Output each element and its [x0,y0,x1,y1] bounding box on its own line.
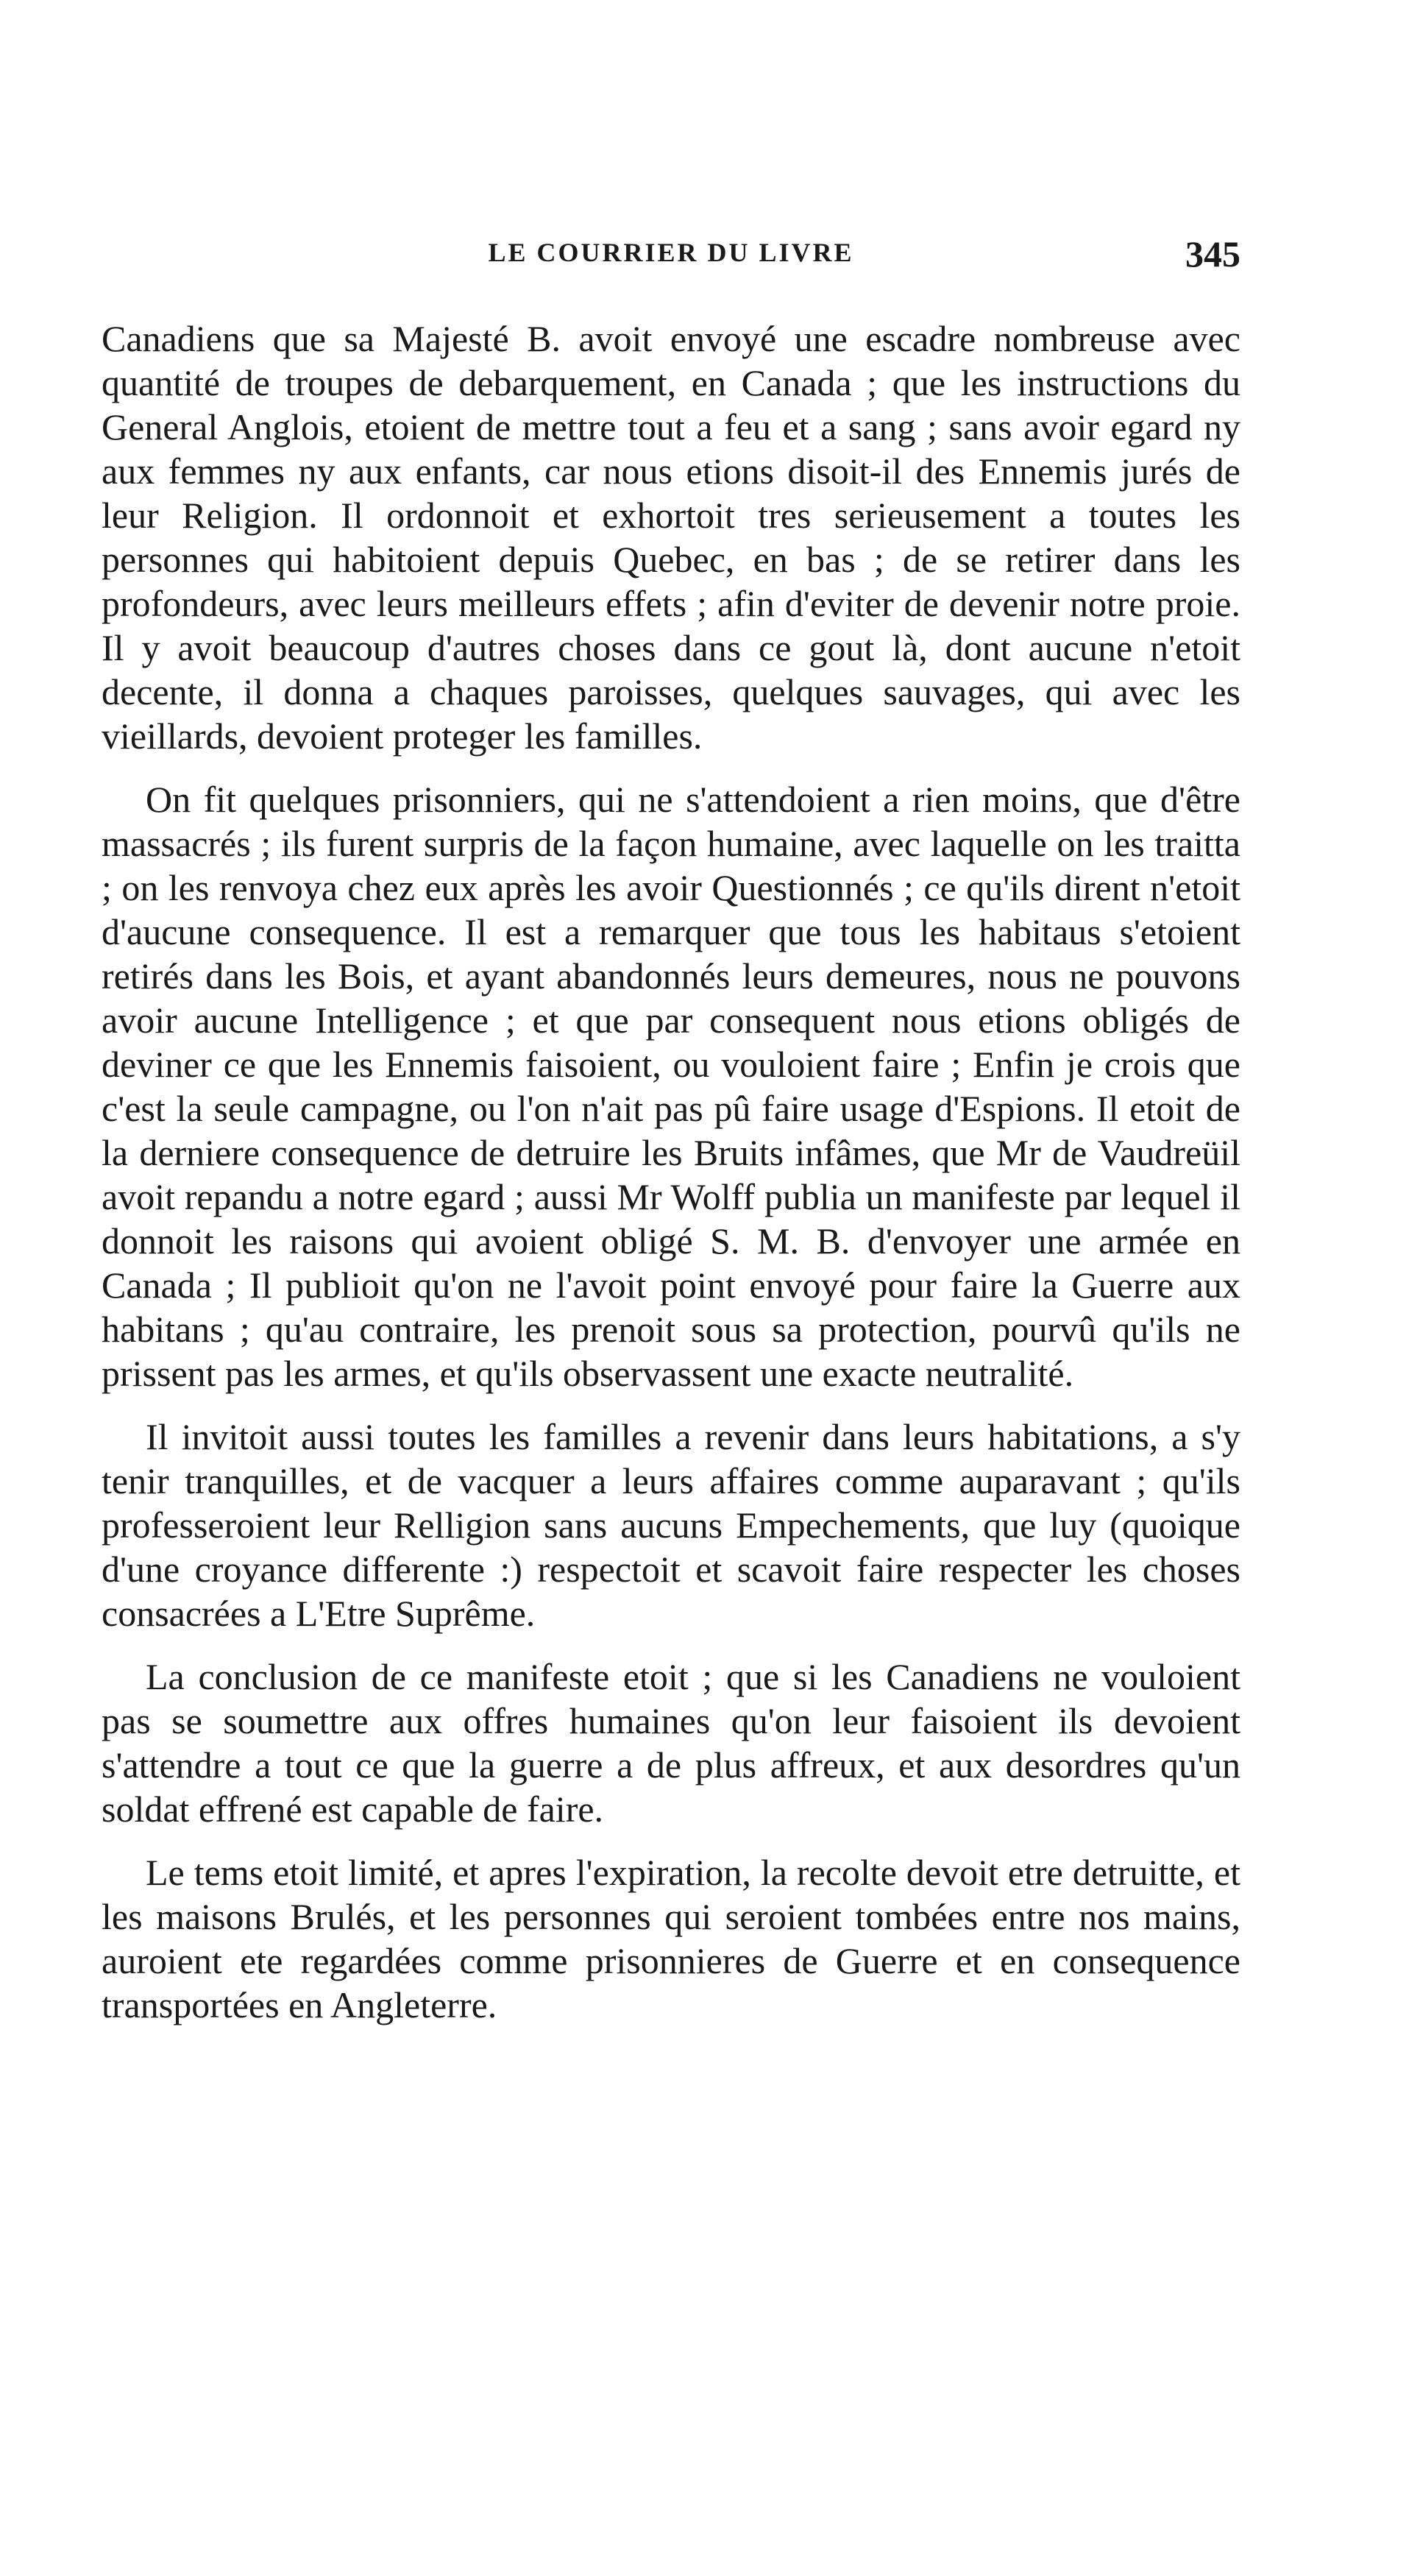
page-number: 345 [1185,233,1240,275]
paragraph-4: La conclusion de ce manifeste etoit ; que si les Canadiens ne vouloient pas se soumettre aux offres humaines qu'on leur faisoient ils devoient s'attendre a tout ce que la guerre a de plus affreux, et aux desordres qu'un soldat effrené est capable de faire. [102,1656,1240,1830]
paragraph-1: Canadiens que sa Majesté B. avoit envoyé une escadre nombreuse avec quantité de troupes de debarquement, en Canada ; que les instructions du General Anglois, etoient de mettre tout a feu et a sang ; sans avoir egard ny aux femmes ny aux enfants, car nous etions disoit-il des Ennemis jurés de leur Religion. Il ordonnoit et exhortoit tres serieusement a toutes les personnes qui habitoient depuis Quebec, en bas ; de se retirer dans les profondeurs, avec leurs meilleurs effets ; afin d'eviter de devenir notre proie. Il y avoit beaucoup d'autres choses dans ce gout là, dont aucune n'etoit decente, il donna a chaques paroisses, quelques sauvages, qui avec les vieillards, devoient proteger les familles. [102,318,1240,757]
paragraph-5: Le tems etoit limité, et apres l'expiration, la recolte devoit etre detruitte, et les maisons Brulés, et les personnes qui seroient tombées entre nos mains, auroient ete regardées comme prisonnieres de Guerre et en consequence transportées en Angleterre. [102,1852,1240,2025]
paragraph-3: Il invitoit aussi toutes les familles a revenir dans leurs habitations, a s'y tenir tranquilles, et de vacquer a leurs affaires comme auparavant ; qu'ils professeroient leur Relligion sans aucuns Empechements, que luy (quoique d'une croyance differente :) respectoit et scavoit faire respecter les choses consacrées a L'Etre Suprême. [102,1416,1240,1634]
body-text [102,316,1240,2046]
paragraph-2: On fit quelques prisonniers, qui ne s'attendoient a rien moins, que d'être massacrés ; ils furent surpris de la façon humaine, avec laquelle on les traitta ; on les renvoya chez eux après les avoir Questionnés ; ce qu'ils dirent n'etoit d'aucune consequence. Il est a remarquer que tous les habitaus s'etoient retirés dans les Bois, et ayant abandonnés leurs demeures, nous ne pouvons avoir aucune Intelligence ; et que par consequent nous etions obligés de deviner ce que les Ennemis faisoient, ou vouloient faire ; Enfin je crois que c'est la seule campagne, ou l'on n'ait pas pû faire usage d'Espions. Il etoit de la derniere consequence de detruire les Bruits infâmes, que Mr de Vaudreüil avoit repandu a notre egard ; aussi Mr Wolff publia un manifeste par lequel il donnoit les raisons qui avoient obligé S. M. B. d'envoyer une armée en Canada ; Il publioit qu'on ne l'avoit point envoyé pour faire la Guerre aux habitans ; qu'au contraire, les prenoit sous sa protection, pourvû qu'ils ne prissent pas les armes, et qu'ils observassent une exacte neutralité. [102,779,1240,1394]
running-head [102,233,1240,289]
running-title: LE COURRIER DU LIVRE [488,238,854,267]
